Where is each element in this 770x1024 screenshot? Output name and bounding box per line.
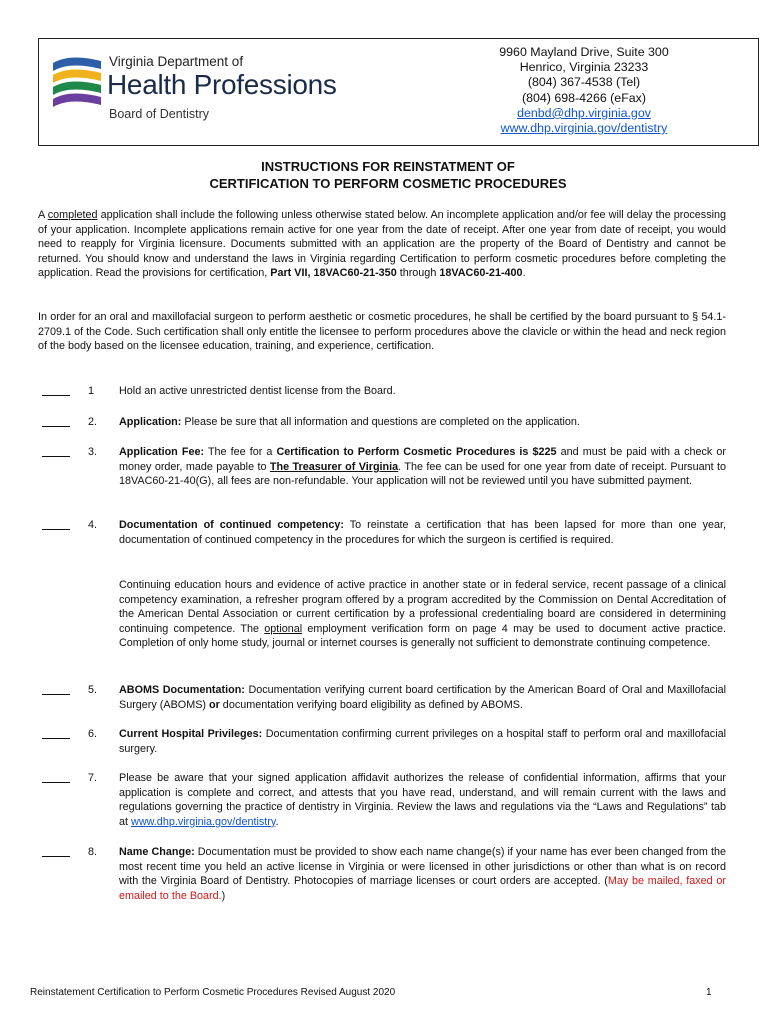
fee-amount: Certification to Perform Cosmetic Procedures is $225 (276, 446, 557, 458)
optional-emphasis: optional (264, 622, 303, 635)
item-number: 6. (88, 728, 98, 740)
efax-line: (804) 698-4266 (eFax) (522, 90, 646, 105)
check-blank[interactable] (42, 415, 72, 432)
item-body: . (275, 815, 279, 828)
check-blank[interactable] (42, 518, 72, 535)
item-number: 3. (88, 446, 98, 458)
item-body: documentation verifying board eligibility as defined by ABOMS. (219, 698, 523, 711)
intro-paragraph-2: In order for an oral and maxillofacial surgeon to perform aesthetic or cosmetic procedures, he shall be certified by the board pursuant to § 54.1-2709.1 of the Code. Such certification shall only entitle the licensee to perform procedures above the clavicle or within the head and neck region of the body based on the licensee education, training, and experience, certification. (38, 311, 726, 353)
item-number: 2. (88, 416, 98, 428)
item-text (119, 771, 726, 829)
check-blank[interactable] (42, 683, 72, 700)
or-emphasis: or (209, 698, 220, 711)
check-blank[interactable] (42, 445, 72, 462)
completed-emphasis: completed (47, 209, 98, 221)
title-line-2: CERTIFICATION TO PERFORM COSMETIC PROCEDURES (209, 176, 567, 191)
phone-line: (804) 367-4538 (Tel) (527, 75, 641, 90)
item-body: employment verification form on page 4 may be used to document active practice. Completion of only home study, journal or internet courses is generally not sufficient to demonstrate continuing competence. (119, 622, 726, 650)
intro-text: A (38, 209, 48, 221)
page-number: 1 (706, 987, 712, 998)
item-heading: ABOMS Documentation: (119, 684, 245, 696)
regulation-ref: Part VII, 18VAC60-21-350 (270, 267, 397, 280)
item-body: Please be sure that all information and questions are completed on the application. (181, 416, 580, 428)
item-heading: Name Change: (119, 846, 195, 858)
item-body: . The fee can be used for one year from date of receipt. Pursuant to 18VAC60-21-40(G), all fees are non-refundable. Your application will not be reviewed until you have submitted payment. (119, 460, 726, 488)
footer-revision: Reinstatement Certification to Perform Cosmetic Procedures Revised August 2020 (30, 987, 396, 998)
contact-block (419, 45, 749, 136)
item-heading: Documentation of continued competency: (119, 519, 344, 531)
logo-line-3: Board of Dentistry (109, 107, 210, 121)
submission-note: May be mailed, faxed or emailed to the Board. (119, 875, 726, 902)
logo-line-1: Virginia Department of (109, 54, 244, 69)
item-number: 7. (88, 772, 98, 784)
logo-line-2: Health Professions (107, 69, 337, 100)
address-line-2: Henrico, Virginia 23233 (519, 60, 649, 75)
item-body: Please be aware that your signed application affidavit authorizes the release of confidential information, affirms that your application is complete and correct, and attests that you have read, understand, and will remain current with the laws and regulations governing the practice of dentistry in Virginia. Review the laws and regulations via the “Laws and Regulations” tab at (119, 772, 726, 828)
title-line-1: INSTRUCTIONS FOR REINSTATMENT OF (261, 159, 515, 174)
item-text (119, 845, 726, 903)
item-number: 1 (88, 385, 95, 397)
payee-name: The Treasurer of Virginia (269, 460, 399, 473)
regulation-ref: 18VAC60-21-400 (439, 267, 523, 280)
email-link[interactable]: denbd@dhp.virginia.gov (517, 105, 651, 120)
item-text: Hold an active unrestricted dentist license from the Board. (119, 385, 396, 397)
item-text (119, 415, 726, 430)
item-body: Documentation confirming current privileges on a hospital staff to perform oral and maxillofacial surgery. (119, 728, 727, 755)
check-blank[interactable] (42, 771, 72, 788)
item-body: To reinstate a certification that has been lapsed for more than one year, documentation of continued competency in the procedures for which the surgeon is certified is required. (119, 519, 726, 546)
address-line-1: 9960 Mayland Drive, Suite 300 (499, 45, 669, 59)
letterhead (38, 38, 759, 146)
item-text (119, 445, 726, 489)
item-body: ) (221, 889, 226, 902)
dhp-logo (49, 55, 349, 129)
item-text (119, 518, 726, 547)
intro-text: through (396, 267, 440, 280)
check-blank[interactable] (42, 845, 72, 862)
item-text (119, 727, 726, 756)
item-number: 8. (88, 846, 98, 858)
intro-text: . (522, 267, 526, 280)
item-text (119, 578, 726, 651)
item-body: The fee for a (204, 446, 277, 458)
item-text (119, 683, 726, 712)
check-blank[interactable] (42, 727, 72, 744)
item-number: 4. (88, 519, 98, 531)
website-link[interactable]: www.dhp.virginia.gov/dentistry (500, 121, 668, 136)
item-body: and must be paid with a check or money order, made payable to (119, 446, 726, 473)
check-blank[interactable] (42, 384, 72, 401)
item-heading: Application: (119, 416, 182, 428)
intro-paragraph-1 (38, 208, 726, 281)
page-title (38, 158, 738, 192)
laws-regulations-link[interactable]: www.dhp.virginia.gov/dentistry (131, 815, 276, 828)
item-body: Documentation verifying current board certification by the American Board of Oral and Maxillofacial Surgery (ABOMS) (119, 684, 726, 711)
item-heading: Current Hospital Privileges: (119, 728, 263, 740)
virginia-flag-logo-icon (49, 55, 105, 113)
intro-text: application shall include the following unless otherwise stated below. An incomplete application and/or fee will delay the processing of your application. Incomplete applications remain active for one year from the date of receipt. After one year from date of receipt, you would need to reapply for Virginia licensure. Documents submitted with an application are the property of the Board of Dentistry and cannot be returned. You should know and understand the laws in Virginia regarding Certification to perform cosmetic procedures before completing the application. Read the provisions for certification, (38, 209, 726, 280)
item-heading: Application Fee: (119, 446, 205, 458)
item-body: Continuing education hours and evidence of active practice in another state or in federal service, recent passage of a clinical competency examination, a refresher program offered by a program accredited by the Commission on Dental Accreditation of the American Dental Association or current certification by a professional credentialing board are considered in determining continuing competence. The (119, 579, 726, 635)
item-body: Documentation must be provided to show each name change(s) if your name has ever been changed from the most recent time you held an active license in Virginia or were licensed in other jurisdictions or other than what is on record with the Virginia Board of Dentistry. Photocopies of marriage licenses or court orders are accepted. ( (119, 846, 726, 888)
item-number: 5. (88, 684, 98, 696)
